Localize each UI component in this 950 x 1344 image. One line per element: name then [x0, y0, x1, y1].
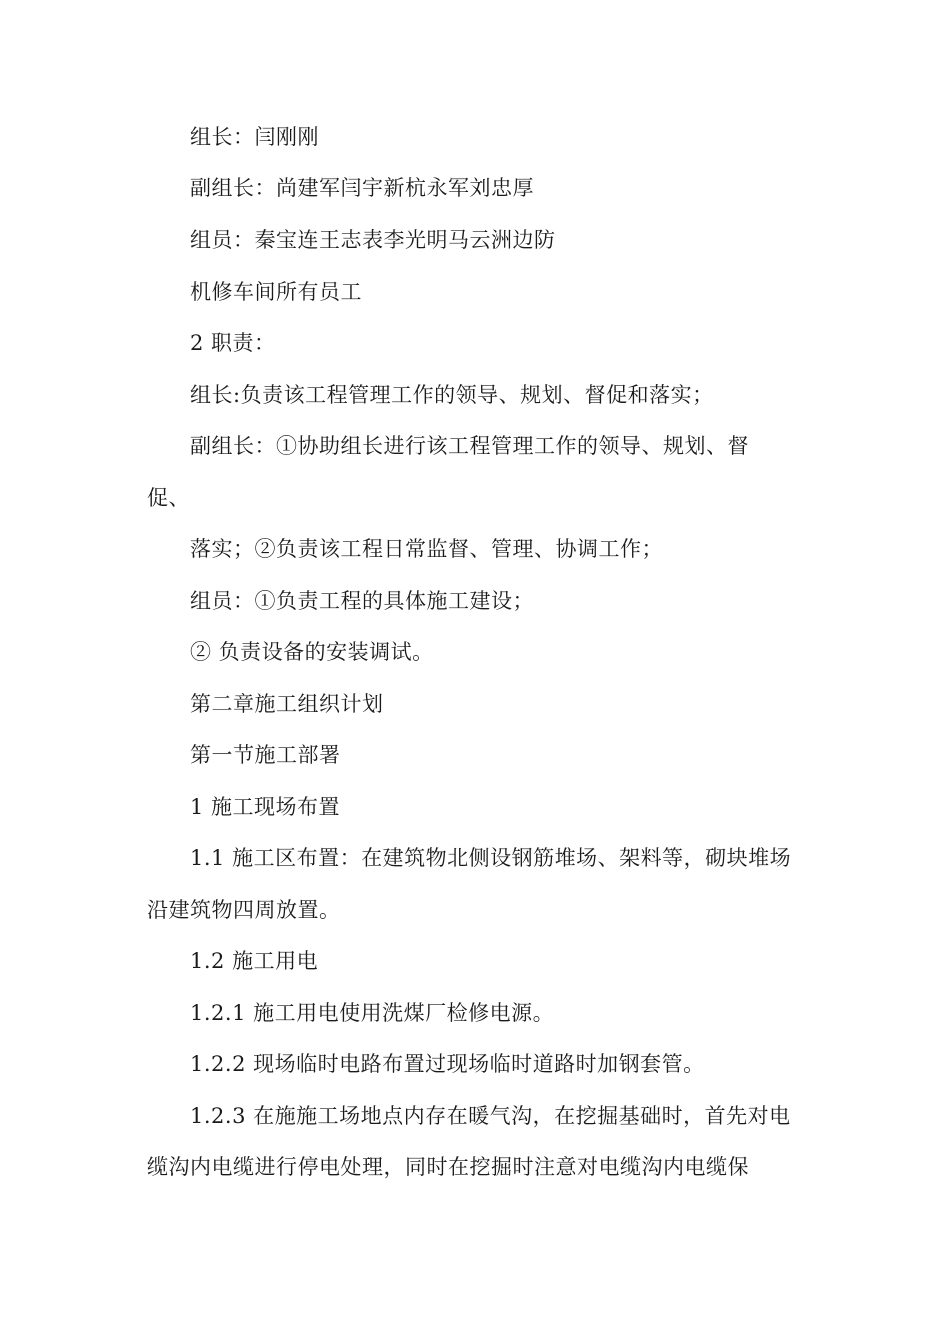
text-line: 1.2.2 现场临时电路布置过现场临时道路时加钢套管。 [190, 1052, 705, 1076]
text-line: 沿建筑物四周放置。 [147, 898, 341, 922]
text-line: 1.2 施工用电 [190, 949, 319, 973]
section-heading: 第二章施工组织计划 [190, 692, 384, 716]
text-line: 机修车间所有员工 [190, 280, 362, 304]
text-line: 副组长：尚建军闫宇新杭永军刘忠厚 [190, 176, 534, 200]
text-line: 1.1 施工区布置：在建筑物北侧设钢筋堆场、架料等，砌块堆场 [190, 846, 792, 870]
text-line: 副组长：①协助组长进行该工程管理工作的领导、规划、督 [190, 434, 749, 458]
text-line: 组员：秦宝连王志表李光明马云洲边防 [190, 228, 556, 252]
text-line: 缆沟内电缆进行停电处理，同时在挖掘时注意对电缆沟内电缆保 [147, 1155, 749, 1179]
text-line: 1.2.1 施工用电使用洗煤厂检修电源。 [190, 1001, 555, 1025]
text-line: 组员：①负责工程的具体施工建设； [190, 589, 534, 613]
text-line: 2 职责： [190, 331, 276, 355]
section-heading: 第一节施工部署 [190, 743, 341, 767]
text-line: 组长:负责该工程管理工作的领导、规划、督促和落实； [190, 383, 714, 407]
text-line: 组长：闫刚刚 [190, 125, 319, 149]
text-line: 1.2.3 在施施工场地点内存在暖气沟，在挖掘基础时，首先对电 [190, 1104, 791, 1128]
text-line: 落实；②负责该工程日常监督、管理、协调工作； [190, 537, 663, 561]
text-line: ② 负责设备的安装调试。 [190, 640, 434, 664]
text-line: 促、 [147, 486, 190, 510]
text-line: 1 施工现场布置 [190, 795, 341, 819]
